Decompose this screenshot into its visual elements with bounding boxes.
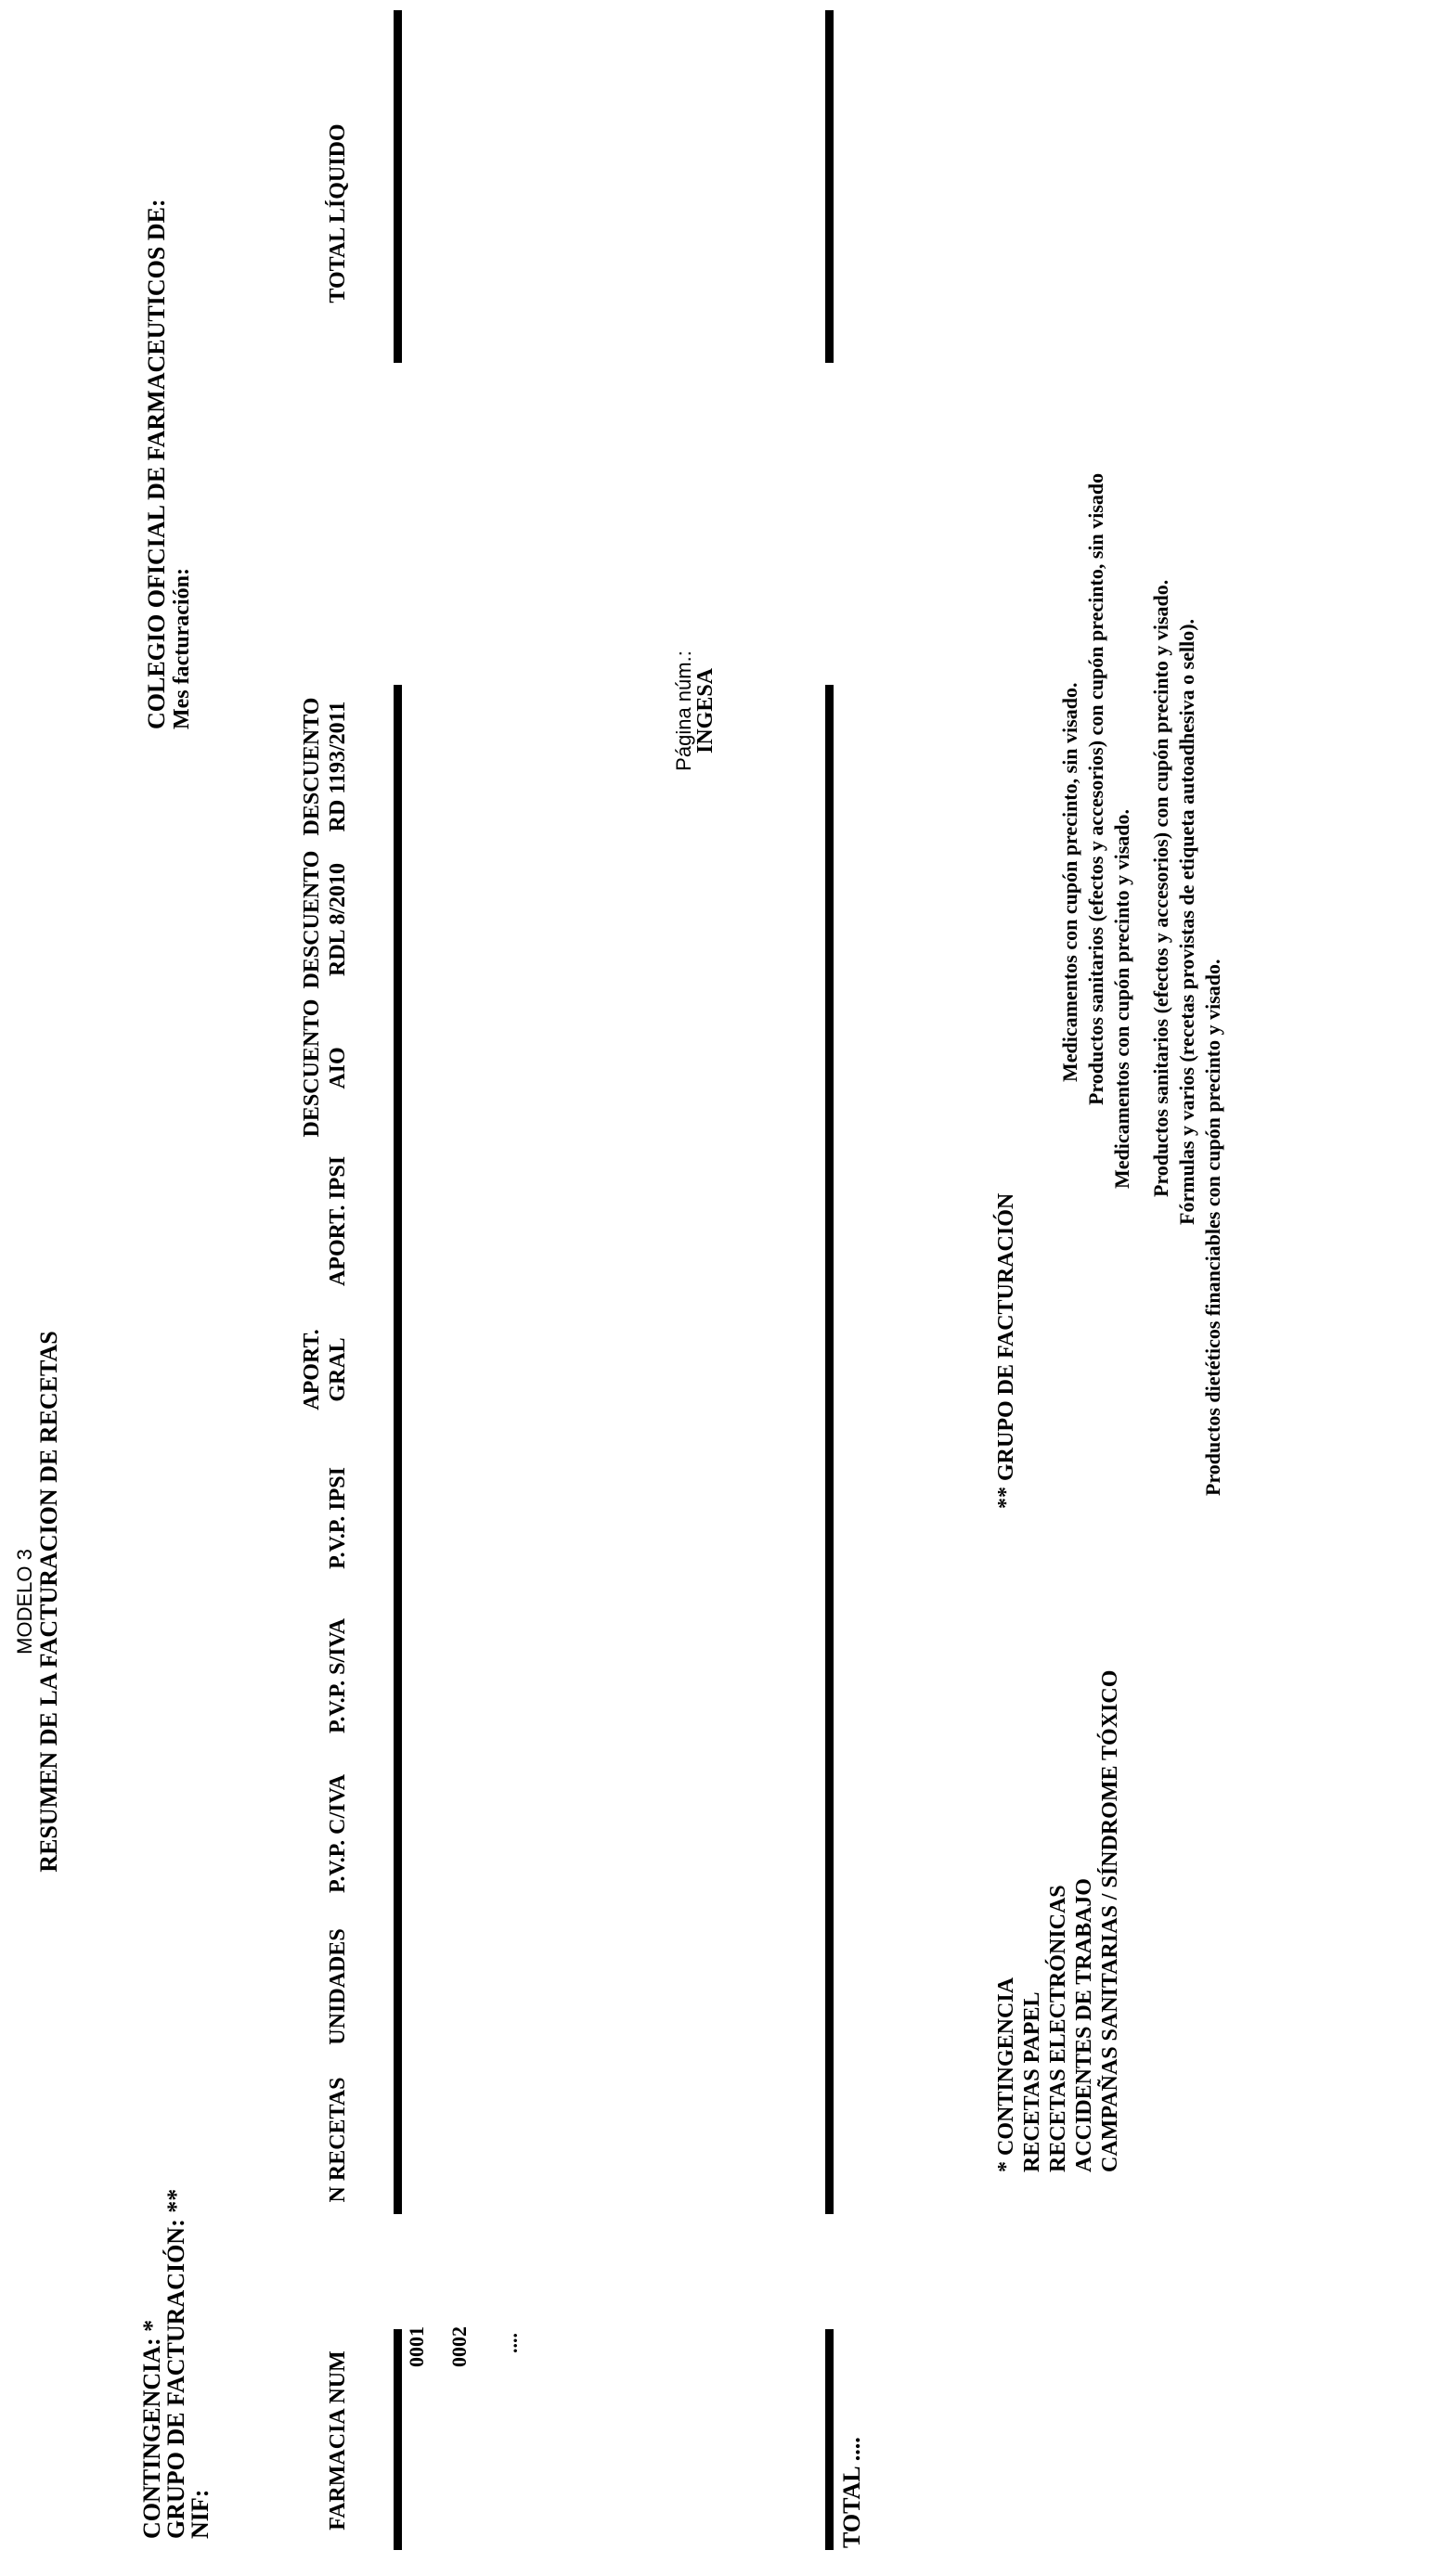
- model-label: MODELO 3: [13, 1549, 36, 1655]
- page-number-label: Página núm.:: [672, 650, 695, 771]
- table-row-pharmacy-1: 0001: [405, 2326, 428, 2367]
- col-desc-rd-header-line1: DESCUENTO: [300, 697, 324, 836]
- document-title: RESUMEN DE LA FACTURACION DE RECETAS: [35, 1331, 62, 1873]
- col-n-recetas-header: N RECETAS: [326, 2077, 350, 2203]
- billing-group-legend-title: ** GRUPO DE FACTURACIÓN: [994, 1192, 1018, 1509]
- col-aport-gral-header-line2: GRAL: [326, 1337, 350, 1402]
- col-pvp-siva-header: P.V.P. S/IVA: [326, 1617, 350, 1734]
- list-item: Medicamentos con cupón precinto y visado.: [1110, 808, 1133, 1189]
- col-aport-ipsi-header: APORT. IPSI: [326, 1155, 350, 1287]
- list-item: Medicamentos con cupón precinto, sin visado.: [1058, 682, 1081, 1082]
- nif-field-label: NIF:: [187, 2489, 213, 2539]
- list-item: RECETAS PAPEL: [1020, 1991, 1044, 2172]
- billing-month-label: Mes facturación:: [170, 568, 194, 729]
- list-item: ACCIDENTES DE TRABAJO: [1072, 1878, 1096, 2172]
- list-item: Fórmulas y varios (recetas provistas de etiqueta autoadhesiva o sello).: [1175, 618, 1198, 1225]
- issuer-name: INGESA: [693, 667, 718, 754]
- list-item: Productos dietéticos financiables con cupón precinto y visado.: [1201, 959, 1224, 1496]
- list-item: Productos sanitarios (efectos y accesorios) con cupón precinto y visado.: [1149, 579, 1172, 1197]
- rule-footer-total: [825, 10, 834, 363]
- contingency-legend: [993, 1670, 1123, 2172]
- col-desc-rd-header-line2: RD 1193/2011: [326, 701, 350, 832]
- col-desc-rdl-header-line1: DESCUENTO: [300, 850, 324, 989]
- col-pvp-civa-header: P.V.P. C/IVA: [326, 1773, 350, 1894]
- contingency-legend-title: * CONTINGENCIA: [994, 1977, 1018, 2172]
- rule-header-main: [394, 685, 402, 2214]
- table-row-pharmacy-ellipsis: ....: [498, 2333, 522, 2353]
- rule-footer-main: [825, 685, 834, 2214]
- col-aport-gral-header-line1: APORT.: [300, 1329, 324, 1410]
- total-row-label: TOTAL ....: [838, 2437, 865, 2548]
- rule-header-pharmacy: [394, 2329, 402, 2550]
- col-total-liquido-header: TOTAL LÍQUIDO: [326, 123, 350, 303]
- col-desc-aio-header-line2: AIO: [326, 1047, 350, 1089]
- contingency-field-label: CONTINGENCIA: *: [138, 2319, 165, 2539]
- list-item: RECETAS ELECTRÓNICAS: [1046, 1885, 1070, 2172]
- col-pvp-ipsi-header: P.V.P. IPSI: [326, 1467, 350, 1569]
- list-item: CAMPAÑAS SANITARIAS / SÍNDROME TÓXICO: [1098, 1669, 1122, 2172]
- list-item: Productos sanitarios (efectos y accesorios) con cupón precinto, sin visado: [1084, 472, 1107, 1105]
- col-desc-rdl-header-line2: RDL 8/2010: [326, 863, 350, 977]
- table-row-pharmacy-2: 0002: [447, 2326, 471, 2367]
- rule-header-total: [394, 10, 402, 363]
- col-desc-aio-header-line1: DESCUENTO: [300, 998, 324, 1138]
- rule-footer-pharmacy: [825, 2329, 834, 2550]
- col-pharmacy-header: FARMACIA NUM: [326, 2351, 350, 2531]
- college-label: COLEGIO OFICIAL DE FARMACEUTICOS DE:: [143, 199, 170, 729]
- billing-group-field-label: GRUPO DE FACTURACIÓN: **: [162, 2188, 189, 2539]
- col-unidades-header: UNIDADES: [326, 1928, 350, 2045]
